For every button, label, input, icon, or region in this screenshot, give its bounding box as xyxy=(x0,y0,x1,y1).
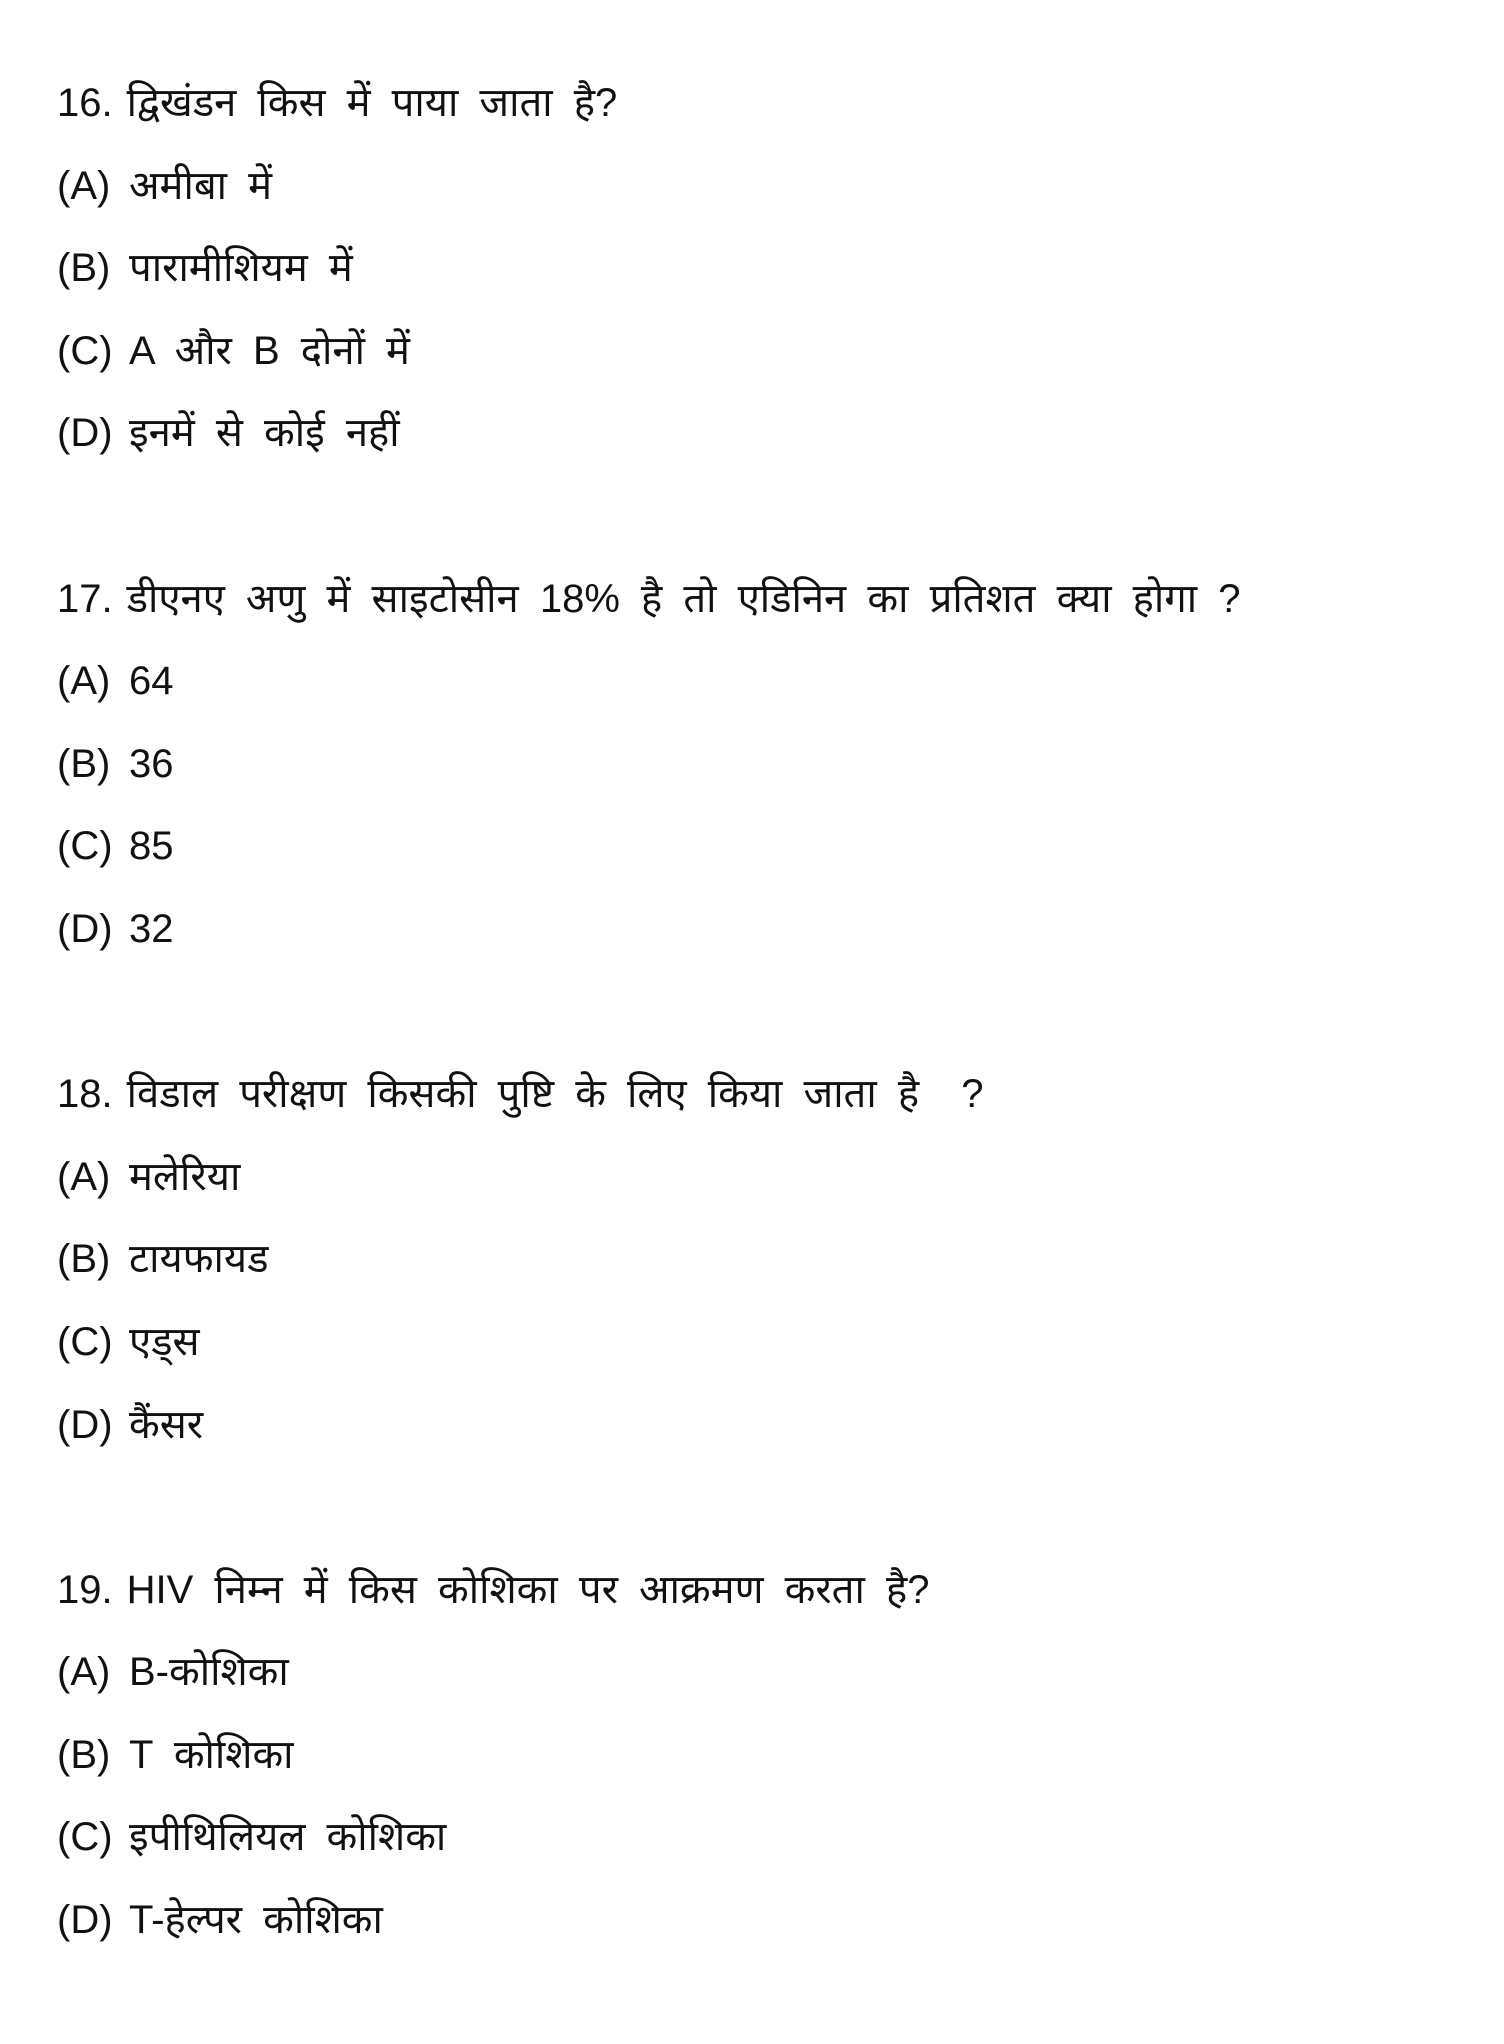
option-label: (A) xyxy=(57,1154,111,1199)
option-label: (B) xyxy=(57,1732,111,1777)
question-text: HIV निम्न में किस कोशिका पर आक्रमण करता है? xyxy=(126,1567,930,1612)
option-label: (B) xyxy=(57,246,111,291)
question-19 xyxy=(57,1549,1504,1962)
option-label: (C) xyxy=(57,1319,113,1364)
option-text: 36 xyxy=(129,741,174,786)
option-label: (C) xyxy=(57,824,113,869)
option-a xyxy=(57,1631,1504,1714)
option-label: (C) xyxy=(57,328,113,373)
question-17 xyxy=(57,558,1504,971)
option-d xyxy=(57,392,1504,475)
question-stem xyxy=(57,62,1504,145)
option-text: मलेरिया xyxy=(129,1154,241,1199)
question-stem xyxy=(57,558,1504,641)
option-b xyxy=(57,723,1504,806)
option-text: 85 xyxy=(129,824,174,869)
question-page xyxy=(57,62,1504,2044)
question-stem xyxy=(57,1549,1504,1632)
option-b xyxy=(57,1714,1504,1797)
question-text: डीएनए अणु में साइटोसीन 18% है तो एडिनिन का प्रतिशत क्या होगा ? xyxy=(126,576,1241,621)
option-c xyxy=(57,1796,1504,1879)
option-c xyxy=(57,310,1504,393)
option-label: (D) xyxy=(57,1898,113,1943)
option-label: (D) xyxy=(57,906,113,951)
option-text: कैंसर xyxy=(129,1402,204,1447)
option-text: B-कोशिका xyxy=(129,1650,289,1695)
option-d xyxy=(57,1384,1504,1467)
option-label: (D) xyxy=(57,411,113,456)
option-text: 32 xyxy=(129,906,174,951)
option-text: टायफायड xyxy=(129,1237,269,1282)
option-b xyxy=(57,227,1504,310)
question-stem xyxy=(57,1053,1504,1136)
option-text: अमीबा में xyxy=(129,163,273,208)
question-number: 17. xyxy=(57,576,113,621)
option-label: (B) xyxy=(57,741,111,786)
option-label: (A) xyxy=(57,1650,111,1695)
option-label: (C) xyxy=(57,1815,113,1860)
question-text: विडाल परीक्षण किसकी पुष्टि के लिए किया जाता है ? xyxy=(126,1072,984,1117)
option-text: एड्स xyxy=(129,1319,200,1364)
option-label: (A) xyxy=(57,163,111,208)
question-number: 19. xyxy=(57,1567,113,1612)
option-text: A और B दोनों में xyxy=(129,328,410,373)
option-text: पारामीशियम में xyxy=(129,246,353,291)
option-a xyxy=(57,145,1504,228)
option-text: T-हेल्पर कोशिका xyxy=(129,1898,383,1943)
question-number: 16. xyxy=(57,81,113,125)
option-b xyxy=(57,1218,1504,1301)
option-label: (D) xyxy=(57,1402,113,1447)
question-number: 18. xyxy=(57,1072,113,1117)
option-label: (A) xyxy=(57,659,111,704)
option-text: T कोशिका xyxy=(129,1732,294,1777)
option-text: इपीथिलियल कोशिका xyxy=(129,1815,447,1860)
option-text: 64 xyxy=(129,659,174,704)
option-c xyxy=(57,1301,1504,1384)
option-a xyxy=(57,1136,1504,1219)
question-16 xyxy=(57,62,1504,475)
question-text: द्विखंडन किस में पाया जाता है? xyxy=(126,81,618,125)
option-label: (B) xyxy=(57,1237,111,1282)
option-text: इनमें से कोई नहीं xyxy=(129,411,400,456)
option-d xyxy=(57,888,1504,971)
option-c xyxy=(57,805,1504,888)
question-18 xyxy=(57,1053,1504,1466)
option-d xyxy=(57,1879,1504,1962)
option-a xyxy=(57,640,1504,723)
